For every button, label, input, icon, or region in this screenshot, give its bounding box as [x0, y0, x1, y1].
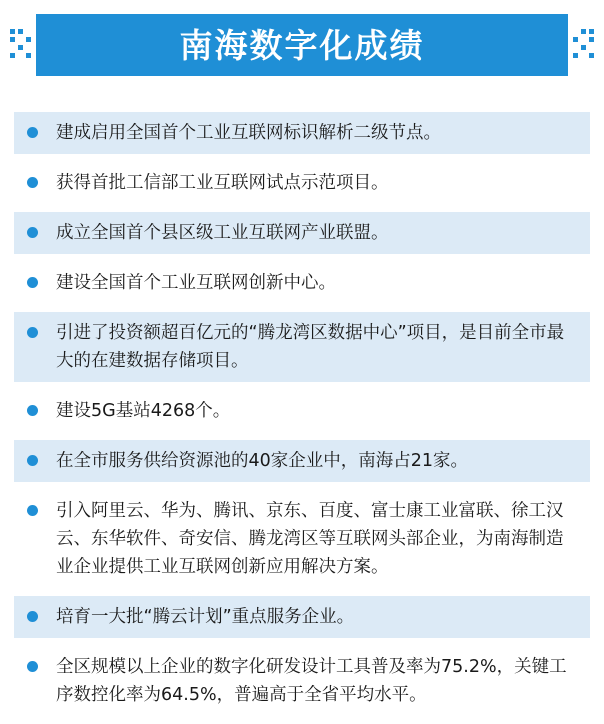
list-item-text: 建成启用全国首个工业互联网标识解析二级节点。: [56, 123, 441, 143]
list-item: [14, 112, 590, 154]
list-item-text: 成立全国首个县区级工业互联网产业联盟。: [56, 223, 389, 243]
list-item: [14, 490, 590, 588]
bullet-icon: [27, 611, 38, 622]
list-item: [14, 312, 590, 382]
bullet-icon: [27, 177, 38, 188]
list-item-text: 培育一大批“腾云计划”重点服务企业。: [56, 607, 355, 627]
list-item: [14, 646, 590, 716]
list-item: [14, 262, 590, 304]
list-item: [14, 596, 590, 638]
bullet-icon: [27, 127, 38, 138]
bullet-icon: [27, 327, 38, 338]
bullet-icon: [27, 227, 38, 238]
title-bar: [36, 14, 568, 76]
bullet-icon: [27, 405, 38, 416]
page-title: 南海数字化成绩: [179, 25, 425, 65]
list-item-text: 引入阿里云、华为、腾讯、京东、百度、富士康工业富联、徐工汉云、东华软件、奇安信、腾龙湾区等互联网头部企业，为南海制造业企业提供工业互联网创新应用解决方案。: [56, 501, 564, 577]
achievement-list: [14, 112, 590, 724]
list-item: [14, 212, 590, 254]
bullet-icon: [27, 661, 38, 672]
list-item-text: 获得首批工信部工业互联网试点示范项目。: [56, 173, 389, 193]
bullet-icon: [27, 505, 38, 516]
list-item-text: 建设全国首个工业互联网创新中心。: [56, 273, 336, 293]
list-item-text: 在全市服务供给资源池的40家企业中，南海占21家。: [56, 451, 469, 471]
title-decoration-left: [10, 29, 32, 59]
list-item: [14, 162, 590, 204]
list-item: [14, 390, 590, 432]
title-decoration-right: [572, 29, 594, 59]
list-item-text: 全区规模以上企业的数字化研发设计工具普及率为75.2%，关键工序数控化率为64.5%，普遍高于全省平均水平。: [56, 657, 567, 705]
list-item-text: 引进了投资额超百亿元的“腾龙湾区数据中心”项目，是目前全市最大的在建数据存储项目。: [56, 323, 565, 371]
title-banner: [0, 0, 604, 86]
bullet-icon: [27, 277, 38, 288]
list-item-text: 建设5G基站4268个。: [56, 401, 231, 421]
bullet-icon: [27, 455, 38, 466]
list-item: [14, 440, 590, 482]
